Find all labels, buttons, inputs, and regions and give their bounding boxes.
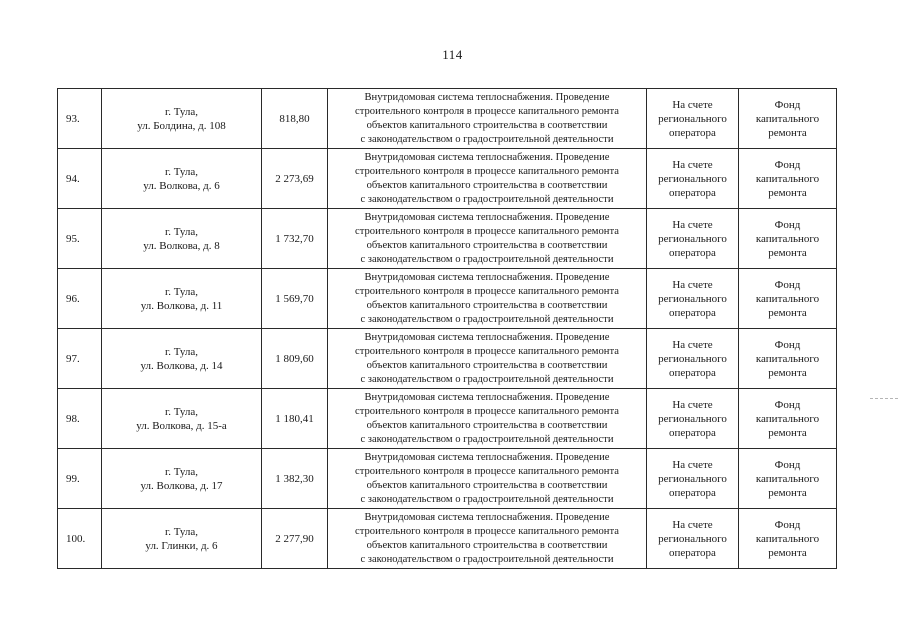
work-line: с законодательством о градостроительной деятельности (360, 493, 614, 505)
account-line: На счете (672, 338, 713, 351)
funding-source (739, 329, 837, 389)
area-value: 1 569,70 (262, 269, 328, 329)
address-city: г. Тула, (164, 525, 199, 538)
work-line: объектов капитального строительства в соответствии (366, 179, 608, 191)
account-line: оператора (669, 546, 716, 559)
area-value: 1 809,60 (262, 329, 328, 389)
account-type (647, 89, 739, 149)
work-line: с законодательством о градостроительной деятельности (360, 553, 614, 565)
account-line: регионального (658, 232, 727, 245)
work-description (328, 389, 647, 449)
area-value: 2 273,69 (262, 149, 328, 209)
funding-source (739, 209, 837, 269)
address-city: г. Тула, (164, 165, 199, 178)
work-line: объектов капитального строительства в соответствии (366, 239, 608, 251)
source-line: капитального (755, 292, 820, 305)
account-line: оператора (669, 366, 716, 379)
source-line: капитального (755, 232, 820, 245)
table-row (58, 89, 837, 149)
work-line: Внутридомовая система теплоснабжения. Проведение (364, 331, 610, 343)
work-description (328, 509, 647, 569)
row-number: 100. (58, 509, 102, 569)
source-line: капитального (755, 112, 820, 125)
work-line: строительного контроля в процессе капитального ремонта (355, 525, 619, 537)
work-line: Внутридомовая система теплоснабжения. Проведение (364, 511, 610, 523)
work-line: с законодательством о градостроительной деятельности (360, 133, 614, 145)
source-line: капитального (755, 352, 820, 365)
work-line: Внутридомовая система теплоснабжения. Проведение (364, 391, 610, 403)
source-line: ремонта (768, 366, 807, 379)
address-cell (102, 329, 262, 389)
table-row (58, 149, 837, 209)
repair-table (57, 88, 837, 569)
work-line: Внутридомовая система теплоснабжения. Проведение (364, 91, 610, 103)
address-city: г. Тула, (164, 405, 199, 418)
account-line: регионального (658, 352, 727, 365)
source-line: Фонд (774, 458, 801, 471)
work-line: объектов капитального строительства в соответствии (366, 479, 608, 491)
funding-source (739, 389, 837, 449)
work-line: строительного контроля в процессе капитального ремонта (355, 465, 619, 477)
address-street: ул. Волкова, д. 14 (140, 359, 223, 372)
account-line: оператора (669, 246, 716, 259)
row-number: 95. (58, 209, 102, 269)
work-line: объектов капитального строительства в соответствии (366, 359, 608, 371)
address-street: ул. Волкова, д. 15-а (136, 419, 227, 432)
account-line: На счете (672, 398, 713, 411)
funding-source (739, 509, 837, 569)
work-description (328, 89, 647, 149)
row-number: 99. (58, 449, 102, 509)
account-line: На счете (672, 458, 713, 471)
source-line: ремонта (768, 186, 807, 199)
area-value: 2 277,90 (262, 509, 328, 569)
work-line: с законодательством о градостроительной деятельности (360, 433, 614, 445)
address-cell (102, 389, 262, 449)
area-value: 818,80 (262, 89, 328, 149)
work-description (328, 449, 647, 509)
address-street: ул. Волкова, д. 6 (143, 179, 220, 192)
source-line: ремонта (768, 546, 807, 559)
work-line: Внутридомовая система теплоснабжения. Проведение (364, 271, 610, 283)
account-line: оператора (669, 126, 716, 139)
work-description (328, 329, 647, 389)
work-line: строительного контроля в процессе капитального ремонта (355, 105, 619, 117)
work-description (328, 269, 647, 329)
address-city: г. Тула, (164, 285, 199, 298)
work-line: Внутридомовая система теплоснабжения. Проведение (364, 451, 610, 463)
address-street: ул. Волкова, д. 17 (140, 479, 223, 492)
table-row (58, 269, 837, 329)
address-street: ул. Волкова, д. 11 (140, 299, 223, 312)
work-line: объектов капитального строительства в соответствии (366, 539, 608, 551)
source-line: ремонта (768, 246, 807, 259)
source-line: капитального (755, 472, 820, 485)
table-row (58, 329, 837, 389)
account-line: регионального (658, 472, 727, 485)
account-type (647, 329, 739, 389)
address-street: ул. Волкова, д. 8 (143, 239, 220, 252)
source-line: ремонта (768, 486, 807, 499)
table-row (58, 509, 837, 569)
table-body (58, 89, 837, 569)
account-line: оператора (669, 486, 716, 499)
address-city: г. Тула, (164, 345, 199, 358)
address-city: г. Тула, (164, 225, 199, 238)
account-type (647, 209, 739, 269)
account-line: оператора (669, 306, 716, 319)
row-number: 98. (58, 389, 102, 449)
source-line: капитального (755, 172, 820, 185)
source-line: Фонд (774, 218, 801, 231)
table-row (58, 209, 837, 269)
account-line: регионального (658, 172, 727, 185)
scan-artifact-line (870, 398, 898, 400)
account-line: На счете (672, 218, 713, 231)
account-line: На счете (672, 98, 713, 111)
table-row (58, 449, 837, 509)
source-line: Фонд (774, 398, 801, 411)
table-row (58, 389, 837, 449)
work-line: строительного контроля в процессе капитального ремонта (355, 405, 619, 417)
account-line: регионального (658, 292, 727, 305)
work-line: строительного контроля в процессе капитального ремонта (355, 285, 619, 297)
work-description (328, 209, 647, 269)
account-line: На счете (672, 278, 713, 291)
work-description (328, 149, 647, 209)
address-city: г. Тула, (164, 465, 199, 478)
account-type (647, 149, 739, 209)
funding-source (739, 149, 837, 209)
account-type (647, 389, 739, 449)
source-line: ремонта (768, 126, 807, 139)
address-city: г. Тула, (164, 105, 199, 118)
account-type (647, 509, 739, 569)
source-line: Фонд (774, 338, 801, 351)
area-value: 1 732,70 (262, 209, 328, 269)
address-street: ул. Глинки, д. 6 (145, 539, 218, 552)
source-line: Фонд (774, 158, 801, 171)
work-line: с законодательством о градостроительной деятельности (360, 193, 614, 205)
account-line: На счете (672, 158, 713, 171)
funding-source (739, 269, 837, 329)
funding-source (739, 89, 837, 149)
address-street: ул. Болдина, д. 108 (137, 119, 226, 132)
account-line: оператора (669, 186, 716, 199)
work-line: с законодательством о градостроительной деятельности (360, 313, 614, 325)
address-cell (102, 269, 262, 329)
area-value: 1 180,41 (262, 389, 328, 449)
source-line: капитального (755, 532, 820, 545)
work-line: объектов капитального строительства в соответствии (366, 119, 608, 131)
work-line: Внутридомовая система теплоснабжения. Проведение (364, 211, 610, 223)
account-type (647, 269, 739, 329)
work-line: с законодательством о градостроительной деятельности (360, 253, 614, 265)
source-line: Фонд (774, 98, 801, 111)
funding-source (739, 449, 837, 509)
page-number: 114 (442, 47, 463, 62)
account-line: оператора (669, 426, 716, 439)
work-line: строительного контроля в процессе капитального ремонта (355, 165, 619, 177)
source-line: ремонта (768, 426, 807, 439)
source-line: Фонд (774, 278, 801, 291)
area-value: 1 382,30 (262, 449, 328, 509)
source-line: ремонта (768, 306, 807, 319)
address-cell (102, 149, 262, 209)
work-line: Внутридомовая система теплоснабжения. Проведение (364, 151, 610, 163)
account-type (647, 449, 739, 509)
address-cell (102, 449, 262, 509)
account-line: регионального (658, 112, 727, 125)
row-number: 94. (58, 149, 102, 209)
source-line: Фонд (774, 518, 801, 531)
address-cell (102, 89, 262, 149)
row-number: 93. (58, 89, 102, 149)
work-line: объектов капитального строительства в соответствии (366, 299, 608, 311)
work-line: строительного контроля в процессе капитального ремонта (355, 225, 619, 237)
work-line: объектов капитального строительства в соответствии (366, 419, 608, 431)
source-line: капитального (755, 412, 820, 425)
account-line: На счете (672, 518, 713, 531)
work-line: строительного контроля в процессе капитального ремонта (355, 345, 619, 357)
row-number: 96. (58, 269, 102, 329)
work-line: с законодательством о градостроительной деятельности (360, 373, 614, 385)
address-cell (102, 209, 262, 269)
row-number: 97. (58, 329, 102, 389)
account-line: регионального (658, 412, 727, 425)
address-cell (102, 509, 262, 569)
account-line: регионального (658, 532, 727, 545)
